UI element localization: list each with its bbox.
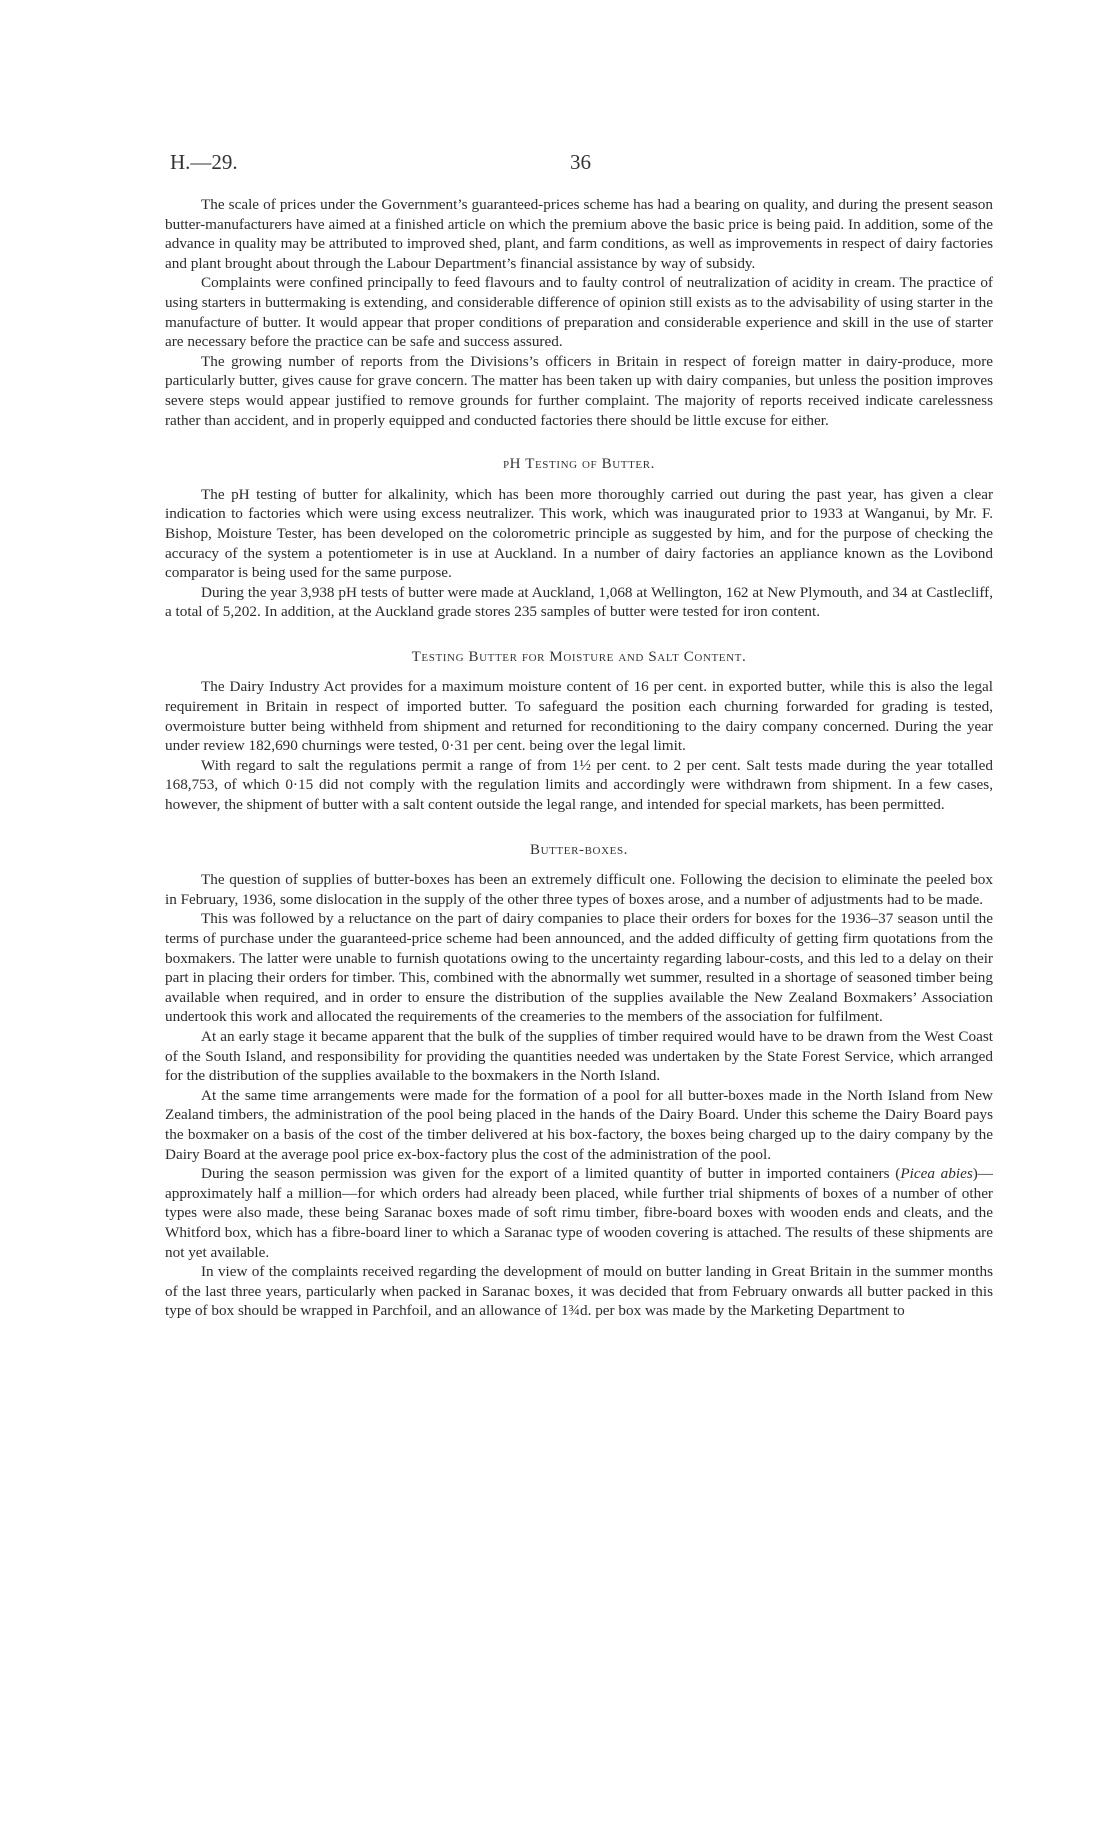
species-name: Picea abies [900,1165,973,1183]
paragraph-timber-supply: At an early stage it became apparent that the bulk of the supplies of timber required would have to be drawn from the West Coast of the South Island, and responsibility for providing the quantities needed was undertaken by the State Forest Service, which arranged for the distribution of the supplies available to the boxmakers in the North Island. [165,1027,993,1085]
paragraph-moisture: The Dairy Industry Act provides for a maximum moisture content of 16 per cent. in exported butter, while this is also the legal requirement in Britain in respect of imported butter. To safeguard the position each churning forwarded for grading is tested, overmoisture butter being withheld from shipment and returned for reconditioning to the dairy company concerned. During the year under review 182,690 churnings were tested, 0·31 per cent. being over the legal limit. [165,678,993,755]
paragraph-guaranteed-prices: The scale of prices under the Government’s guaranteed-prices scheme has had a bearing on quality, and during the present season butter-manufacturers have aimed at a finished article on which the premium above the basic price is being paid. In addition, some of the advance in quality may be attributed to improved shed, plant, and farm conditions, as well as improvements in respect of dairy factories and plant brought about through the Labour Department’s financial assistance by way of subsidy. [165,196,993,272]
section-heading-moisture-salt: Testing Butter for Moisture and Salt Content. [411,648,747,665]
page-number: 36 [570,150,591,174]
body-text [165,195,993,1321]
paragraph-mould-complaints: In view of the complaints received regarding the development of mould on butter landing in Great Britain in the summer months of the last three years, particularly when packed in Saranac boxes, it was decided that from February onwards all butter packed in this type of box should be wrapped in Parchfoil, and an allowance of 1¾d. per box was made by the Marketing Department to [165,1263,993,1320]
imported-containers-text-start: During the season permission was given for the export of a limited quantity of butter in imported containers ( [201,1165,901,1183]
paragraph-box-pool: At the same time arrangements were made for the formation of a pool for all butter-boxes made in the North Island from New Zealand timbers, the administration of the pool being placed in the hands of the Dairy Board. Under this scheme the Dairy Board pays the boxmaker on a basis of the cost of the timber delivered at his box-factory, the boxes being charged up to the dairy company by the Dairy Board at the average pool price ex-box-factory plus the cost of the administration of the pool. [165,1086,993,1163]
paragraph-box-orders: This was followed by a reluctance on the part of dairy companies to place their orders for boxes for the 1936–37 season until the terms of purchase under the guaranteed-price scheme had been announced, and the added difficulty of getting firm quotations from the boxmakers. The latter were unable to furnish quotations owing to the uncertainty regarding labour-costs, and this led to a delay on their part in placing their orders for timber. This, combined with the abnormally wet summer, resulted in a shortage of seasoned timber being available when required, and in order to ensure the distribution of the supplies available the New Zealand Boxmakers’ Association undertook this work and allocated the requirements of the creameries to the members of the association for fulfilment. [165,910,993,1026]
paragraph-box-supplies: The question of supplies of butter-boxes has been an extremely difficult one. Following the decision to eliminate the peeled box in February, 1936, some dislocation in the supply of the other three types of boxes arose, and a number of adjustments had to be made. [165,871,993,908]
document-reference: H.—29. [170,150,238,174]
section-heading-butter-boxes: Butter-boxes. [529,841,629,858]
paragraph-complaints: Complaints were confined principally to feed flavours and to faulty control of neutralization of acidity in cream. The practice of using starters in buttermaking is extending, and considerable difference of opinion still exists as to the advisability of using starter in the manufacture of butter. It would appear that proper conditions of preparation and considerable experience and skill in the use of starter are necessary before the practice can be safe and success assured. [165,274,993,351]
section-heading-ph-testing: pH Testing of Butter. [502,456,656,473]
paragraph-foreign-matter: The growing number of reports from the Divisions’s officers in Britain in respect of foreign matter in dairy-produce, more particularly butter, gives cause for grave concern. The matter has been taken up with dairy companies, but unless the position improves severe steps would appear justified to remove grounds for further complaint. The majority of reports received indicate carelessness rather than accident, and in properly equipped and conducted factories there should be little excuse for either. [165,352,993,429]
paragraph-imported-containers [165,1164,993,1262]
paragraph-ph-testing: The pH testing of butter for alkalinity, which has been more thoroughly carried out during the past year, has given a clear indication to factories which were using excess neutralizer. This work, which was inaugurated prior to 1933 at Wanganui, by Mr. F. Bishop, Moisture Tester, has been developed on the colorometric principle as suggested by him, and for the purpose of checking the accuracy of the system a potentiometer is in use at Auckland. In a number of dairy factories an appliance known as the Lovibond comparator is being used for the same purpose. [165,485,993,582]
running-head [170,150,990,180]
paragraph-ph-tests-count: During the year 3,938 pH tests of butter were made at Auckland, 1,068 at Wellington, 162 at New Plymouth, and 34 at Castlecliff, a total of 5,202. In addition, at the Auckland grade stores 235 samples of butter were tested for iron content. [165,583,993,621]
imported-containers-text-end: )—approximately half a million—for which orders had already been placed, while further trial shipments of boxes of a number of other types were also made, these being Saranac boxes made of soft rimu timber, fibre-board boxes with wooden ends and cleats, and the Whitford box, which has a fibre-board liner to which a Saranac type of wooden covering is attached. The results of these shipments are not yet available. [165,1165,993,1261]
paragraph-salt: With regard to salt the regulations permit a range of from 1½ per cent. to 2 per cent. Salt tests made during the year totalled 168,753, of which 0·15 did not comply with the regulation limits and accordingly were withdrawn from shipment. In a few cases, however, the shipment of butter with a salt content outside the legal range, and intended for special markets, has been permitted. [165,756,993,814]
